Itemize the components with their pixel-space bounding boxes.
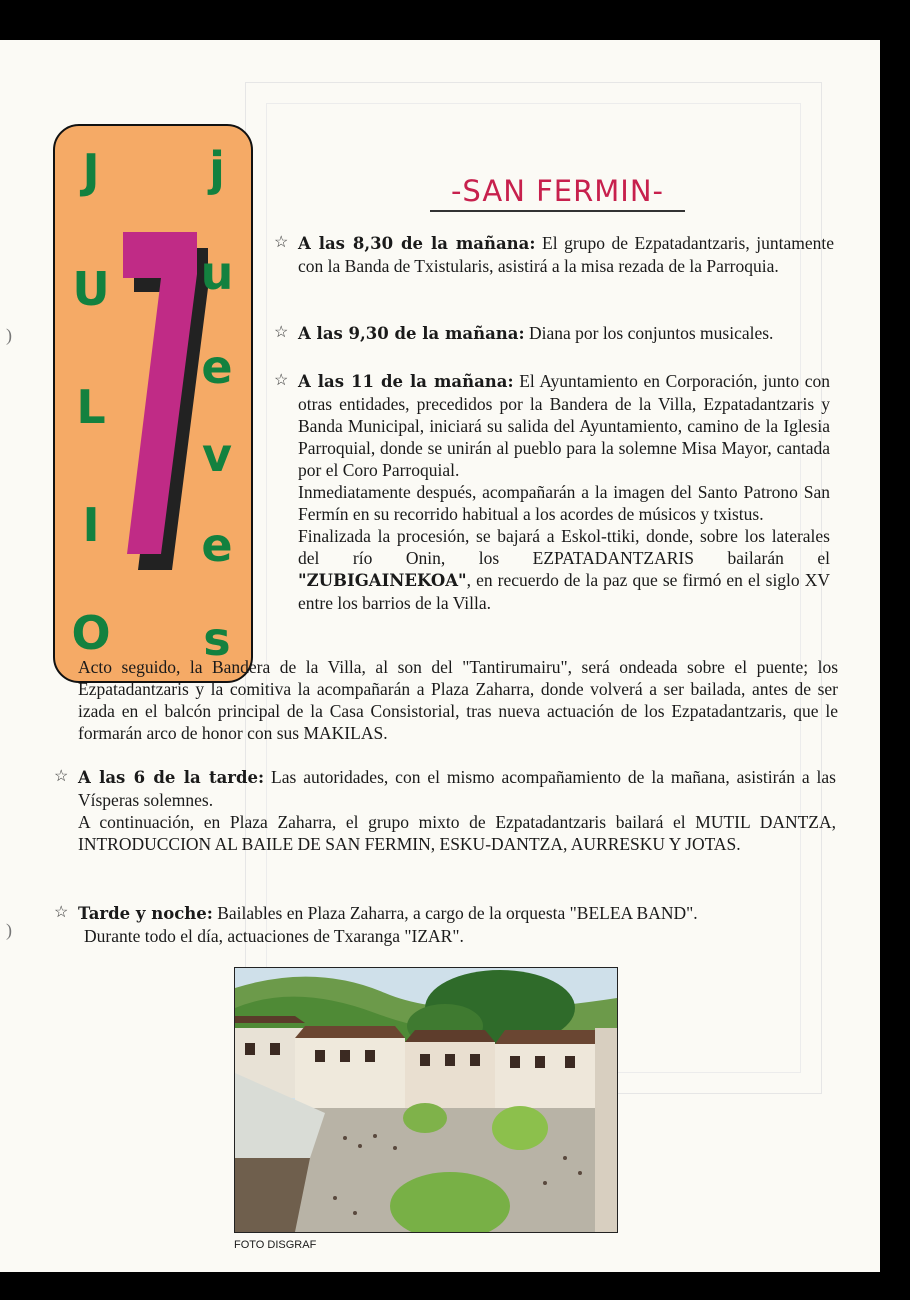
plaza-photo <box>234 967 618 1233</box>
weekday-letter: u <box>200 246 234 300</box>
event-paragraph: Acto seguido, la Bandera de la Villa, al son del "Tantirumairu", será ondeada sobre el puente; los Ezpatadantzaris y la comitiva la acompañarán a Plaza Zaharra, donde volverá a ser bailada, antes de ser izada en el balcón principal de la Casa Consistorial, tras nueva actuación de los Ezpatadantzaris, que le formarán arco de honor con sus MAKILAS. <box>78 657 838 743</box>
weekday-letter: s <box>203 612 231 666</box>
event-paragraph: Finalizada la procesión, se bajará a Eskol-ttiki, donde, sobre los laterales del río Onin, los EZPATADANTZARIS bailarán el <box>298 526 830 568</box>
event-paragraph: A continuación, en Plaza Zaharra, el grupo mixto de Ezpatadantzaris bailará el MUTIL DANTZA, INTRODUCCION AL BAILE DE SAN FERMIN, ESKU-DANTZA, AURRESKU Y JOTAS. <box>78 812 836 854</box>
event-paragraph-full <box>78 656 838 744</box>
weekday-letter: e <box>201 340 233 394</box>
day-number: 7 <box>103 222 104 223</box>
brochure-page <box>0 40 880 1272</box>
event-text: Las autoridades, con el mismo acompañamiento de la mañana, asistirán a las Vísperas solemnes. <box>78 767 836 810</box>
event-6-tarde <box>78 766 836 855</box>
weekday-letter: j <box>209 142 225 196</box>
event-text: El Ayuntamiento en Corporación, junto con otras entidades, precedidos por la Bandera de la Villa, Ezpatadantzaris y Banda Municipal, iniciará su salida del Ayuntamiento, camino de la Iglesia Parroquial, donde se unirán al pueblo para la solemne Misa Mayor, cantada por el Coro Parroquial. <box>298 371 831 480</box>
month-letter: J <box>82 144 100 198</box>
star-outline-icon: ☆ <box>274 234 289 251</box>
event-text: Diana por los conjuntos musicales. <box>528 323 774 343</box>
weekday-letter: e <box>201 518 233 572</box>
event-text: Bailables en Plaza Zaharra, a cargo de la orquesta "BELEA BAND". <box>217 903 698 923</box>
margin-mark: ) <box>6 325 12 345</box>
star-outline-icon: ☆ <box>274 372 289 389</box>
event-text: El grupo de Ezpatadantzaris, juntamente con la Banda de Txistularis, asistirá a la misa rezada de la Parroquia. <box>298 233 835 276</box>
event-time: Tarde y noche: <box>78 904 213 923</box>
event-paragraph: Inmediatamente después, acompañarán a la imagen del Santo Patrono San Fermín en su recorrido habitual a los acordes de músicos y txistus. <box>298 482 830 524</box>
star-outline-icon: ☆ <box>274 324 289 341</box>
event-tarde-noche <box>78 902 836 947</box>
event-time: A las 11 de la mañana: <box>298 372 514 391</box>
star-outline-icon: ☆ <box>54 904 69 921</box>
dance-name: "ZUBIGAINEKOA" <box>298 571 467 590</box>
event-9-30 <box>298 322 838 345</box>
event-11 <box>298 370 830 614</box>
event-time: A las 9,30 de la mañana: <box>298 324 525 343</box>
month-letter: L <box>76 380 106 434</box>
page-title: -SAN FERMIN- <box>430 176 685 212</box>
month-letter: I <box>82 498 100 552</box>
event-8-30 <box>298 232 834 277</box>
date-box <box>53 124 253 683</box>
photo-credit: FOTO DISGRAF <box>234 1239 317 1251</box>
star-outline-icon: ☆ <box>54 768 69 785</box>
event-paragraph: , en recuerdo de la paz que se firmó en el siglo XV entre los barrios de la Villa. <box>298 570 830 613</box>
event-paragraph: Durante todo el día, actuaciones de Txaranga "IZAR". <box>84 926 464 946</box>
event-time: A las 8,30 de la mañana: <box>298 234 536 253</box>
event-time: A las 6 de la tarde: <box>78 768 265 787</box>
weekday-letter: v <box>202 428 232 482</box>
margin-mark: ) <box>6 920 12 940</box>
month-letter: O <box>71 606 111 660</box>
month-letter: U <box>72 262 110 316</box>
